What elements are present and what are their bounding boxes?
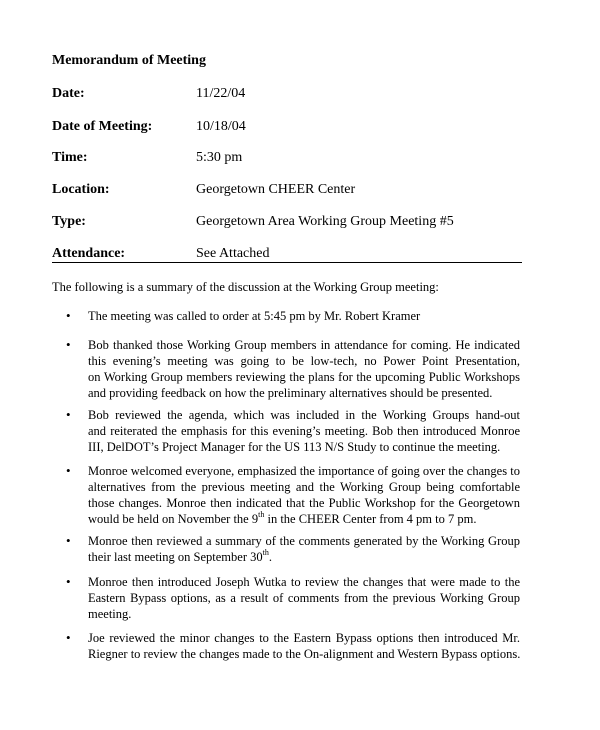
summary-item-text [88,337,520,401]
attendance-row [52,245,522,263]
summary-line: and providing feedback on how the preliminary alternatives should be presented. [88,386,493,400]
bullet-icon: • [66,308,71,323]
meeting-date-value: 10/18/04 [196,119,246,134]
summary-line: alternatives from the previous meeting and the Working Group being comfortable [88,480,520,494]
bullet-icon: • [66,574,71,589]
summary-line-text: in the CHEER Center from 4 pm to 7 pm. [264,512,477,526]
attendance-label: Attendance: [52,246,126,261]
bullet-icon: • [66,533,71,548]
summary-item-text [88,463,520,527]
meeting-date-label: Date of Meeting: [52,119,153,134]
summary-item-text [88,533,520,565]
summary-line-text: their last meeting on September 30 [88,550,263,564]
location-value: Georgetown CHEER Center [196,182,356,197]
location-row [52,181,522,199]
summary-line [88,549,520,565]
header-divider [52,262,522,263]
bullet-icon: • [66,337,71,352]
attendance-value: See Attached [196,246,270,261]
type-label: Type: [52,214,86,229]
summary-line: this evening’s meeting was going to be low-tech, no Power Point Presentation, [88,354,520,368]
date-label: Date: [52,86,85,101]
summary-line: Monroe welcomed everyone, emphasized the importance of going over the changes to [88,464,520,478]
location-label: Location: [52,182,110,197]
summary-intro: The following is a summary of the discussion at the Working Group meeting: [52,280,439,294]
summary-line: The meeting was called to order at 5:45 pm by Mr. Robert Kramer [88,309,421,323]
summary-line: Bob reviewed the agenda, which was included in the Working Groups hand-out [88,408,520,422]
type-value: Georgetown Area Working Group Meeting #5 [196,214,454,229]
summary-line: Eastern Bypass options, as a result of comments from the previous Working Group [88,591,520,605]
summary-line-text: would be held on November the 9 [88,512,259,526]
time-value: 5:30 pm [196,150,243,165]
summary-line: those changes. Monroe then indicated that the Public Workshop for the Georgetown [88,496,520,510]
bullet-icon: • [66,407,71,422]
type-row [52,213,522,231]
summary-item-text [88,574,520,622]
bullet-icon: • [66,630,71,645]
summary-line: meeting. [88,607,132,621]
summary-line-text: . [268,550,272,564]
date-row [52,85,522,103]
summary-line: Riegner to review the changes made to the On-alignment and Western Bypass options. [88,647,521,661]
summary-line: on Working Group members reviewing the plans for the upcoming Public Workshops [88,370,520,384]
summary-line: Bob thanked those Working Group members in attendance for coming. He indicated [88,338,520,352]
summary-line: and reiterated the emphasis for this evening’s meeting. Bob then introduced Monroe [88,424,520,438]
time-label: Time: [52,150,88,165]
summary-line: Monroe then reviewed a summary of the comments generated by the Working Group [88,534,520,548]
summary-item-text [88,630,520,662]
summary-item-text [88,308,520,324]
bullet-icon: • [66,463,71,478]
memo-title: Memorandum of Meeting [52,53,206,68]
date-value: 11/22/04 [196,86,246,101]
ordinal-suffix: th [258,509,265,519]
ordinal-suffix: th [262,547,269,557]
summary-line [88,511,520,527]
summary-item-text [88,407,520,455]
time-row [52,149,522,167]
summary-line: Joe reviewed the minor changes to the Eastern Bypass options then introduced Mr. [88,631,520,645]
meeting-date-row [52,118,522,136]
summary-line: Monroe then introduced Joseph Wutka to review the changes that were made to the [88,575,520,589]
summary-line: III, DelDOT’s Project Manager for the US 113 N/S Study to continue the meeting. [88,440,501,454]
